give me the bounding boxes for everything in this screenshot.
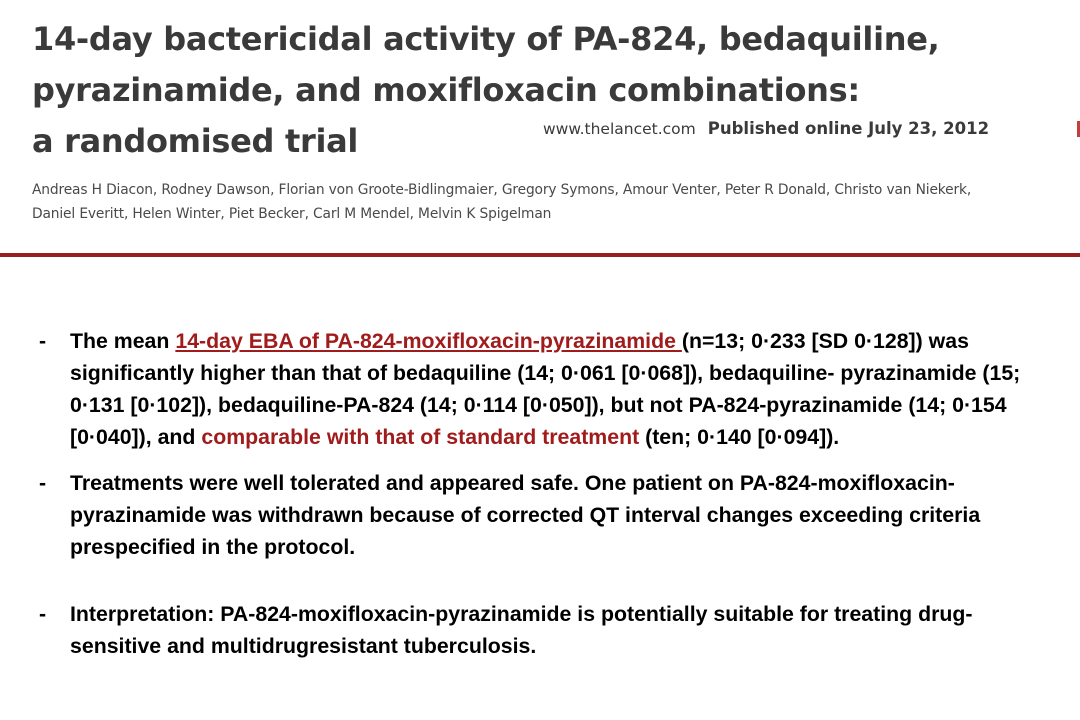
paper-title-line-2: pyrazinamide, and moxifloxacin combinations:: [32, 71, 860, 109]
paper-title-line-3: a randomised trial: [32, 122, 359, 160]
author-line-1: Andreas H Diacon, Rodney Dawson, Florian von Groote-Bidlingmaier, Gregory Symons, Amour Venter, Peter R Donald, Christo van Niekerk,: [32, 182, 972, 198]
summary-bullets: [0, 325, 1080, 662]
author-line-2: Daniel Everitt, Helen Winter, Piet Becker, Carl M Mendel, Melvin K Spigelman: [32, 206, 552, 222]
bullet-dash: -: [39, 471, 47, 495]
bullet-interpretation: [0, 598, 1060, 662]
findings-link[interactable]: 14-day EBA of PA-824-moxifloxacin-pyrazinamide: [175, 329, 682, 353]
bullet-dash: -: [39, 602, 47, 626]
header-divider: [0, 253, 1080, 257]
findings-text-body: (n=13; 0·233 [SD 0·128]) was significantly higher than that of bedaquiline (14; 0·061 [0·068]), bedaquiline- pyrazinamide (15; 0·131 [0·102]), bedaquiline-PA-824 (14; 0·114 [0·050]), but not PA-824-pyrazinamide (14; 0·154 [0·040]), and: [70, 329, 1021, 449]
publication-info: [543, 119, 989, 138]
findings-highlight: comparable with that of standard treatment: [201, 425, 640, 449]
bullet-findings: [0, 325, 1060, 453]
paper-title: [32, 14, 940, 167]
interpretation-text: Interpretation: PA-824-moxifloxacin-pyrazinamide is potentially suitable for treating drug-sensitive and multidrugresistant tuberculosis.: [70, 602, 973, 658]
paper-header: [0, 0, 1080, 258]
paper-title-line-1: 14-day bactericidal activity of PA-824, bedaquiline,: [32, 20, 940, 58]
bullet-safety: [0, 467, 1060, 563]
findings-text-end: (ten; 0·140 [0·094]).: [639, 425, 840, 449]
bullet-dash: -: [39, 329, 47, 353]
journal-website: www.thelancet.com: [543, 120, 696, 138]
publication-date: Published online July 23, 2012: [707, 119, 990, 138]
findings-text-intro: The mean: [70, 329, 176, 353]
author-list: [32, 178, 1072, 226]
safety-text: Treatments were well tolerated and appeared safe. One patient on PA-824-moxifloxacin-pyrazinamide was withdrawn because of corrected QT interval changes exceeding criteria prespecified in the protocol.: [70, 471, 981, 559]
